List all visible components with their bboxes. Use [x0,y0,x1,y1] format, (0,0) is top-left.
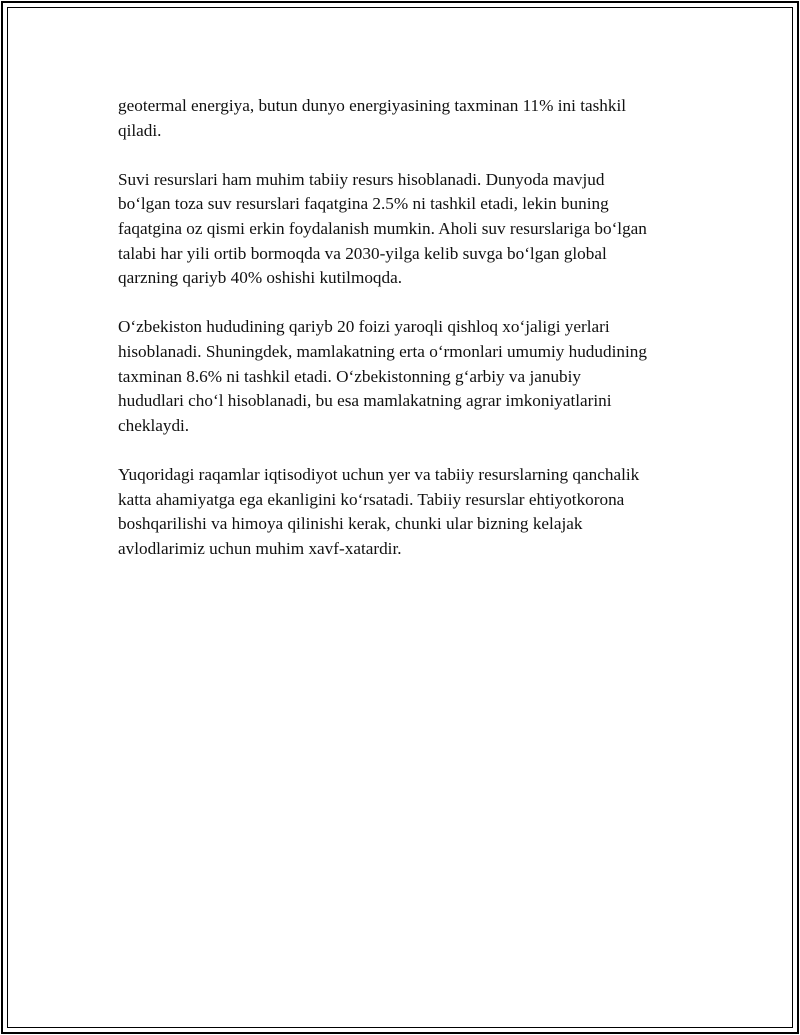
paragraph-water-resources: Suvi resurslari ham muhim tabiiy resurs hisoblanadi. Dunyoda mavjud bo‘lgan toza suv resurslari faqatgina 2.5% ni tashkil etadi, lekin buning faqatgina oz qismi erkin foydalanish mumkin. Aholi suv resurslariga bo‘lgan talabi har yili ortib bormoqda va 2030-yilga kelib suvga bo‘lgan global qarzning qariyb 40% oshishi kutilmoqda. [118,169,647,288]
document-body [118,94,698,586]
paragraph-geothermal: geotermal energiya, butun dunyo energiyasining taxminan 11% ini tashkil qiladi. [118,96,627,140]
paragraph-uzbekistan-land: O‘zbekiston hududining qariyb 20 foizi yaroqli qishloq xo‘jaligi yerlari hisoblanadi. Shuningdek, mamlakatning erta o‘rmonlari umumiy hududining taxminan 8.6% ni tashkil etadi. O‘zbekistonning g‘arbiy va janubiy hududlari cho‘l hisoblanadi, bu esa mamlakatning agrar imkoniyatlarini cheklaydi. [118,317,647,435]
paragraph-conclusion: Yuqoridagi raqamlar iqtisodiyot uchun yer va tabiiy resurslarning qanchalik katta ahamiyatga ega ekanligini ko‘rsatadi. Tabiiy resurslar ehtiyotkorona boshqarilishi va himoya qilinishi kerak, chunki ular bizning kelajak avlodlarimiz uchun muhim xavf-xatardir. [118,464,640,558]
